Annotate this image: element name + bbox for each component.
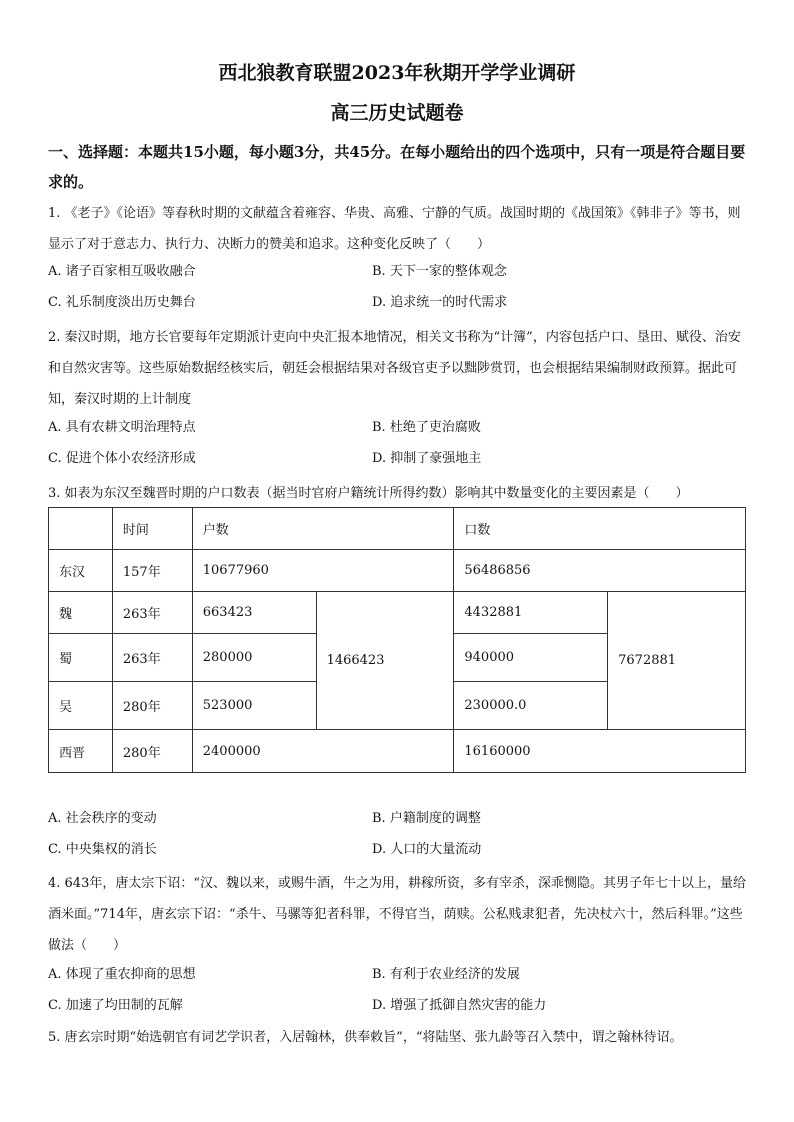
table-cell: 663423 [192, 592, 316, 634]
table-cell: 280年 [112, 682, 192, 730]
question-4-option-c: C. 加速了均田制的瓦解 [48, 998, 183, 1013]
table-header-cell: 户数 [192, 508, 454, 550]
question-3-stem: 3. 如表为东汉至魏晋时期的户口数表（据当时官府户籍统计所得约数）影响其中数量变化的主要因素是（ ） [48, 486, 689, 501]
table-merged-households-total: 1466423 [316, 592, 454, 730]
question-2-option-c: C. 促进个体小农经济形成 [48, 451, 196, 466]
table-header-cell: 时间 [112, 508, 192, 550]
table-cell: 10677960 [192, 550, 454, 592]
table-cell: 魏 [49, 592, 113, 634]
question-4-stem: 4. 643年，唐太宗下诏：“汉、魏以来，或赐牛酒，牛之为用，耕稼所资，多有宰杀，深乖恻隐。其男子年七十以上，量给酒米面。”714年，唐玄宗下诏：“杀牛、马骡等犯者科罪，不得官当，荫赎。公私贱隶犯者，先决杖六十，然后科罪。”这些做法（ ） [48, 876, 746, 953]
question-2-option-b: B. 杜绝了吏治腐败 [372, 420, 481, 435]
table-cell: 蜀 [49, 634, 113, 682]
question-1-option-c: C. 礼乐制度淡出历史舞台 [48, 295, 196, 310]
question-2-option-a: A. 具有农耕文明治理特点 [48, 420, 196, 435]
question-4-option-a: A. 体现了重农抑商的思想 [48, 967, 196, 982]
question-1-stem: 1. 《老子》《论语》等春秋时期的文献蕴含着雍容、华贵、高雅、宁静的气质。战国时期的《战国策》《韩非子》等书，则显示了对于意志力、执行力、决断力的赞美和追求。这种变化反映了（ ） [48, 206, 741, 252]
table-cell: 吴 [49, 682, 113, 730]
table-cell: 56486856 [454, 550, 746, 592]
table-cell: 16160000 [454, 730, 746, 773]
question-1-option-d: D. 追求统一的时代需求 [372, 295, 508, 310]
question-3-option-d: D. 人口的大量流动 [372, 842, 482, 857]
question-3-option-c: C. 中央集权的消长 [48, 842, 157, 857]
table-cell: 230000.0 [454, 682, 608, 730]
table-cell: 157年 [112, 550, 192, 592]
table-cell: 280000 [192, 634, 316, 682]
table-header-row [49, 508, 746, 550]
table-cell: 523000 [192, 682, 316, 730]
question-4-option-b: B. 有利于农业经济的发展 [372, 967, 520, 982]
question-3-option-a: A. 社会秩序的变动 [48, 811, 157, 826]
question-1-option-b: B. 天下一家的整体观念 [372, 264, 507, 279]
question-3-option-b: B. 户籍制度的调整 [372, 811, 481, 826]
exam-title: 西北狼教育联盟2023年秋期开学学业调研 [218, 62, 576, 84]
table-cell: 西晋 [49, 730, 113, 773]
table-header-cell: 口数 [454, 508, 746, 550]
table-merged-population-total: 7672881 [608, 592, 746, 730]
table-header-cell [49, 508, 113, 550]
question-2-option-d: D. 抑制了豪强地主 [372, 451, 482, 466]
question-5-stem: 5. 唐玄宗时期“始选朝官有词艺学识者，入居翰林，供奉敕旨”，“将陆坚、张九龄等召入禁中，谓之翰林待诏。 [48, 1030, 683, 1045]
question-2-stem: 2. 秦汉时期，地方长官要每年定期派计吏向中央汇报本地情况，相关文书称为“计簿”，内容包括户口、垦田、赋役、治安和自然灾害等。这些原始数据经核实后，朝廷会根据结果对各级官吏予以黜陟赏罚，也会根据结果编制财政预算。据此可知，秦汉时期的上计制度 [48, 330, 741, 407]
question-4-option-d: D. 增强了抵御自然灾害的能力 [372, 998, 547, 1013]
table-cell: 4432881 [454, 592, 608, 634]
section-heading: 一、选择题：本题共15小题，每小题3分，共45分。在每小题给出的四个选项中，只有一项是符合题目要求的。 [48, 143, 746, 191]
table-row [49, 730, 746, 773]
table-cell: 940000 [454, 634, 608, 682]
table-cell: 2400000 [192, 730, 454, 773]
table-row [49, 592, 746, 634]
table-cell: 280年 [112, 730, 192, 773]
population-table [48, 507, 746, 773]
table-cell: 东汉 [49, 550, 113, 592]
table-cell: 263年 [112, 634, 192, 682]
table-row [49, 550, 746, 592]
exam-subtitle: 高三历史试题卷 [330, 102, 464, 124]
question-1-option-a: A. 诸子百家相互吸收融合 [48, 264, 196, 279]
table-cell: 263年 [112, 592, 192, 634]
